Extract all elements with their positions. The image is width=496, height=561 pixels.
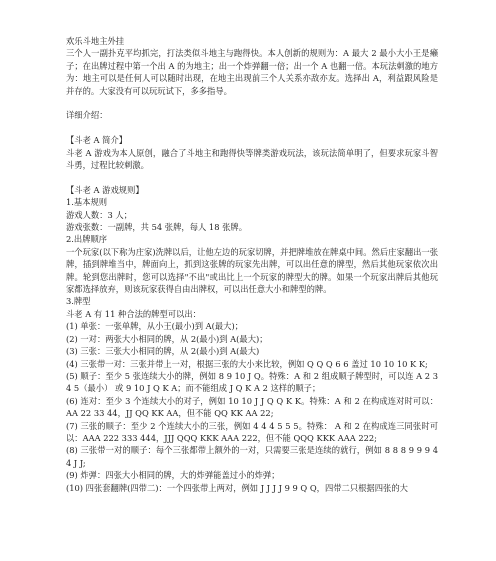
type-item: (9) 炸弹：四张大小相同的牌，大的炸弹能盖过小的炸弹；: [66, 470, 280, 481]
section-intro-title: 【斗老 A 简介】: [66, 135, 128, 146]
section-intro-body: 斗老 A 游戏为本人原创，融合了斗地主和跑得快等牌类游戏玩法，该玩法简单明了，但要求玩家斗智斗勇，过程比较刺激。: [66, 147, 438, 171]
type-item: (10) 四张套翻牌(四带二)：一个四张带上两对，例如 J J J J 9 9 Q Q，四带二只根据四张的大: [66, 482, 408, 493]
rule-cards: 游戏张数：一副牌，共 54 张牌，每人 18 张牌。: [66, 222, 248, 233]
type-item: (3) 三张：三张大小相同的牌，从 2(最小)到 A(最大): [66, 346, 260, 357]
type-item: (5) 顺子：至少 5 张连续大小的牌，例如 8 9 10 J Q。特殊：A 和 2 组成顺子牌型时，可以连 A 2 3 4 5（最小） 或 9 10 J Q K A；而不能组成 J Q K A 2 这样的顺子；: [66, 370, 438, 394]
document-title: 欢乐斗地主外挂: [66, 36, 125, 46]
intro-paragraph: 三个人一副扑克平均抓完，打法类似斗地主与跑得快。本人创新的规则为：A 最大 2 最小大小王是癞子；在出牌过程中第一个出 A 的为地主；出一个炸弹翻一倍；出一个 A 也翻一倍。本玩法刺激的地方为：地主可以是任何人可以随时出现，在地主出现前三个人关系亦敌亦友。选择出 A，利益跟风险是并存的。大家没有可以玩玩试下，多多指导。: [66, 48, 438, 96]
rule-players: 游戏人数：3 人；: [66, 209, 132, 220]
section-rules-title: 【斗老 A 游戏规则】: [66, 184, 144, 195]
type-item: (1) 单张：一张单牌，从小王(最小)到 A(最大)；: [66, 321, 244, 332]
rule-order-body: 一个玩家(以下称为庄家)洗牌以后，让他左边的玩家切牌，并把牌堆放在牌桌中间。然后庄家翻出一张牌，插到牌堆当中，牌面向上，抓到这张牌的玩家先出牌，可以出任意的牌型，然后其他玩家依次出牌。轮到您出牌时，您可以选择"不出"或出比上一个玩家的牌型大的牌。如果一个玩家出牌后其他玩家都选择放弃，则该玩家获得自由出牌权，可以出任意大小和牌型的牌。: [66, 246, 438, 295]
spacer: [66, 171, 438, 183]
rule-types-intro: 斗老 A 有 11 种合法的牌型可以出：: [66, 308, 201, 319]
document-body: [66, 35, 438, 494]
type-item: (8) 三张带一对的顺子：每个三张都带上额外的一对，只需要三张是连续的就行，例如 8 8 8 9 9 9 4 4 J J;: [66, 445, 438, 468]
spacer: [66, 122, 438, 134]
type-item: (7) 三张的顺子：至少 2 个连续大小的三张，例如 4 4 4 5 5 5。特殊： A 和 2 在构成连三同张时可以：AAA 222 333 444，JJJ QQQ KKK AAA 222，但不能 QQQ KKK AAA 222;: [66, 420, 438, 443]
type-item: (6) 连对：至少 3 个连续大小的对子，例如 10 10 J J Q Q K K。特殊：A 和 2 在构成连对时可以：AA 22 33 44，JJ QQ KK AA，但不能 QQ KK AA 22;: [66, 395, 438, 419]
rule-basic-heading: 1.基本规则: [66, 197, 108, 208]
spacer: [66, 97, 438, 109]
type-item: (4) 三张带一对：三张并带上一对，根据三张的大小来比较，例如 Q Q Q 6 6 盖过 10 10 10 K K;: [66, 358, 428, 369]
type-item: (2) 一对：两张大小相同的牌，从 2(最小)到 A(最大)；: [66, 333, 268, 344]
detail-heading: 详细介绍：: [66, 110, 108, 121]
rule-types-heading: 3.牌型: [66, 296, 91, 307]
rule-order-heading: 2.出牌顺序: [66, 234, 108, 245]
